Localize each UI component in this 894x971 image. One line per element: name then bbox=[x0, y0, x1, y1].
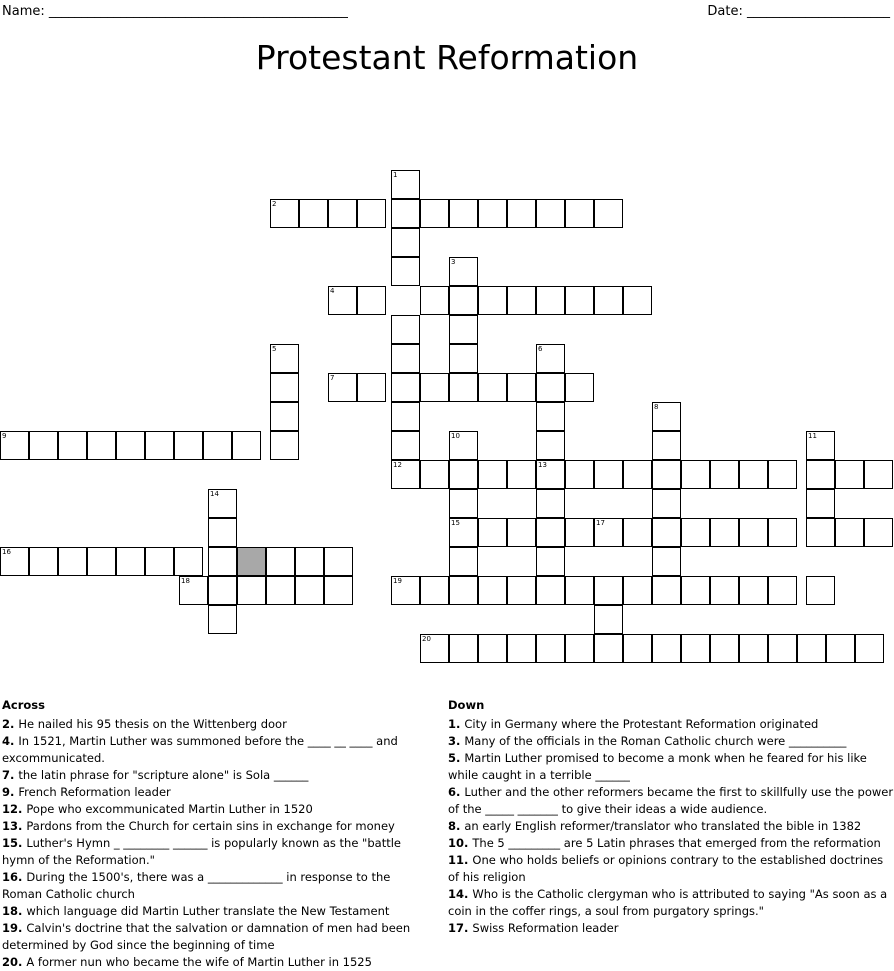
crossword-cell[interactable] bbox=[449, 518, 478, 547]
crossword-cell[interactable] bbox=[594, 605, 623, 634]
clue-item bbox=[2, 954, 434, 971]
crossword-cell[interactable] bbox=[864, 460, 893, 489]
crossword-cell[interactable] bbox=[299, 199, 328, 228]
crossword-cell[interactable] bbox=[391, 460, 420, 489]
clue-item bbox=[2, 733, 434, 767]
crossword-cell[interactable] bbox=[565, 518, 594, 547]
crossword-cell[interactable] bbox=[623, 286, 652, 315]
clue-number: 16. bbox=[2, 870, 27, 884]
cell-number: 16 bbox=[2, 548, 11, 556]
crossword-cell[interactable] bbox=[864, 518, 893, 547]
crossword-cell[interactable] bbox=[478, 576, 507, 605]
clue-number: 12. bbox=[2, 802, 27, 816]
cell-number: 11 bbox=[808, 432, 817, 440]
crossword-cell[interactable] bbox=[232, 431, 261, 460]
crossword-cell[interactable] bbox=[507, 576, 536, 605]
cell-number: 7 bbox=[330, 374, 335, 382]
crossword-cell[interactable] bbox=[507, 460, 536, 489]
crossword-cell[interactable] bbox=[391, 373, 420, 402]
crossword-cell[interactable] bbox=[710, 460, 739, 489]
clue-number: 10. bbox=[448, 836, 473, 850]
crossword-cell[interactable] bbox=[179, 576, 208, 605]
crossword-cell[interactable] bbox=[174, 431, 203, 460]
clue-text: which language did Martin Luther translate the New Testament bbox=[26, 904, 390, 918]
crossword-cell[interactable] bbox=[536, 286, 565, 315]
crossword-cell[interactable] bbox=[116, 431, 145, 460]
clue-text: Luther's Hymn _ ________ ______ is popularly known as the "battle hymn of the Reformation." bbox=[2, 836, 401, 867]
cell-number: 12 bbox=[393, 461, 402, 469]
clue-item bbox=[2, 920, 434, 954]
crossword-cell[interactable] bbox=[478, 460, 507, 489]
clue-number: 3. bbox=[448, 734, 465, 748]
crossword-cell[interactable] bbox=[208, 576, 237, 605]
crossword-cell[interactable] bbox=[507, 634, 536, 663]
clue-item bbox=[448, 750, 894, 784]
crossword-cell[interactable] bbox=[270, 199, 299, 228]
crossword-cell[interactable] bbox=[391, 431, 420, 460]
crossword-cell[interactable] bbox=[391, 344, 420, 373]
cell-number: 18 bbox=[181, 577, 190, 585]
crossword-cell[interactable] bbox=[652, 634, 681, 663]
crossword-cell[interactable] bbox=[652, 547, 681, 576]
crossword-cell[interactable] bbox=[391, 576, 420, 605]
crossword-cell[interactable] bbox=[739, 518, 768, 547]
crossword-cell[interactable] bbox=[652, 518, 681, 547]
down-heading: Down bbox=[448, 698, 485, 712]
crossword-cell[interactable] bbox=[835, 460, 864, 489]
cell-number: 8 bbox=[654, 403, 659, 411]
crossword-cell[interactable] bbox=[449, 489, 478, 518]
crossword-cell[interactable] bbox=[174, 547, 203, 576]
clue-item bbox=[2, 835, 434, 869]
clue-item bbox=[2, 784, 434, 801]
crossword-cell[interactable] bbox=[145, 547, 174, 576]
clue-number: 5. bbox=[448, 751, 465, 765]
crossword-cell[interactable] bbox=[420, 576, 449, 605]
crossword-cell[interactable] bbox=[768, 576, 797, 605]
crossword-cell[interactable] bbox=[203, 431, 232, 460]
clue-number: 18. bbox=[2, 904, 27, 918]
crossword-cell[interactable] bbox=[478, 373, 507, 402]
crossword-cell[interactable] bbox=[536, 344, 565, 373]
clue-number: 9. bbox=[2, 785, 19, 799]
clue-number: 20. bbox=[2, 955, 27, 969]
crossword-cell[interactable] bbox=[565, 373, 594, 402]
crossword-cell[interactable] bbox=[478, 199, 507, 228]
crossword-cell[interactable] bbox=[806, 489, 835, 518]
crossword-cell[interactable] bbox=[681, 634, 710, 663]
crossword-cell[interactable] bbox=[507, 373, 536, 402]
clue-item bbox=[2, 903, 434, 920]
crossword-cell[interactable] bbox=[536, 199, 565, 228]
crossword-cell[interactable] bbox=[208, 547, 237, 576]
crossword-cell[interactable] bbox=[449, 257, 478, 286]
crossword-cell[interactable] bbox=[391, 257, 420, 286]
cell-number: 13 bbox=[538, 461, 547, 469]
crossword-cell[interactable] bbox=[270, 373, 299, 402]
clue-number: 14. bbox=[448, 887, 473, 901]
crossword-cell[interactable] bbox=[0, 547, 29, 576]
crossword-cell[interactable] bbox=[594, 199, 623, 228]
crossword-cell[interactable] bbox=[652, 402, 681, 431]
crossword-cell[interactable] bbox=[739, 576, 768, 605]
clue-text: During the 1500's, there was a _____________ in response to the Roman Catholic church bbox=[2, 870, 391, 901]
crossword-cell[interactable] bbox=[29, 431, 58, 460]
crossword-cell[interactable] bbox=[710, 518, 739, 547]
crossword-cell[interactable] bbox=[855, 634, 884, 663]
clue-number: 4. bbox=[2, 734, 19, 748]
clue-item bbox=[2, 801, 434, 818]
crossword-cell[interactable] bbox=[87, 431, 116, 460]
crossword-cell[interactable] bbox=[420, 199, 449, 228]
clue-text: He nailed his 95 thesis on the Wittenberg door bbox=[18, 717, 287, 731]
crossword-cell[interactable] bbox=[594, 286, 623, 315]
clue-text: Swiss Reformation leader bbox=[472, 921, 619, 935]
crossword-cell[interactable] bbox=[768, 518, 797, 547]
crossword-cell[interactable] bbox=[357, 373, 386, 402]
crossword-cell[interactable] bbox=[449, 315, 478, 344]
crossword-cell[interactable] bbox=[652, 489, 681, 518]
crossword-cell[interactable] bbox=[266, 576, 295, 605]
clue-number: 17. bbox=[448, 921, 473, 935]
cell-number: 3 bbox=[451, 258, 456, 266]
crossword-cell[interactable] bbox=[116, 547, 145, 576]
crossword-cell[interactable] bbox=[768, 460, 797, 489]
crossword-cell[interactable] bbox=[328, 199, 357, 228]
clue-text: Pope who excommunicated Martin Luther in 1520 bbox=[26, 802, 313, 816]
crossword-cell[interactable] bbox=[270, 402, 299, 431]
crossword-cell[interactable] bbox=[58, 431, 87, 460]
down-clue-list bbox=[448, 716, 894, 937]
crossword-cell[interactable] bbox=[681, 460, 710, 489]
crossword-cell[interactable] bbox=[478, 518, 507, 547]
crossword-cell[interactable] bbox=[536, 518, 565, 547]
crossword-cell[interactable] bbox=[806, 431, 835, 460]
crossword-cell[interactable] bbox=[391, 315, 420, 344]
crossword-cell[interactable] bbox=[710, 576, 739, 605]
crossword-cell[interactable] bbox=[391, 170, 420, 199]
crossword-cell[interactable] bbox=[565, 576, 594, 605]
crossword-cell[interactable] bbox=[391, 228, 420, 257]
clue-text: Martin Luther promised to become a monk when he feared for his like while caught in a terrible ______ bbox=[448, 751, 867, 782]
crossword-cell[interactable] bbox=[652, 431, 681, 460]
clue-text: One who holds beliefs or opinions contrary to the established doctrines of his religion bbox=[448, 853, 884, 884]
crossword-cell[interactable] bbox=[0, 431, 29, 460]
crossword-cell[interactable] bbox=[208, 605, 237, 634]
clue-text: The 5 _________ are 5 Latin phrases that emerged from the reformation bbox=[472, 836, 881, 850]
crossword-cell[interactable] bbox=[391, 402, 420, 431]
clue-text: French Reformation leader bbox=[18, 785, 171, 799]
crossword-cell[interactable] bbox=[652, 460, 681, 489]
clue-text: City in Germany where the Protestant Reformation originated bbox=[464, 717, 819, 731]
crossword-cell[interactable] bbox=[357, 199, 386, 228]
clue-text: In 1521, Martin Luther was summoned before the ____ __ ____ and excommunicated. bbox=[2, 734, 398, 765]
crossword-cell[interactable] bbox=[328, 286, 357, 315]
crossword-cell[interactable] bbox=[710, 634, 739, 663]
crossword-cell[interactable] bbox=[449, 199, 478, 228]
clue-number: 11. bbox=[448, 853, 473, 867]
crossword-cell[interactable] bbox=[507, 518, 536, 547]
cell-number: 19 bbox=[393, 577, 402, 585]
crossword-cell[interactable] bbox=[623, 518, 652, 547]
down-clues-column bbox=[448, 697, 894, 937]
clue-item bbox=[448, 784, 894, 818]
crossword-cell[interactable] bbox=[594, 460, 623, 489]
clue-number: 15. bbox=[2, 836, 27, 850]
crossword-cell[interactable] bbox=[324, 547, 353, 576]
clue-text: Luther and the other reformers became the first to skillfully use the power of the _____ _______ to give their ideas a wide audience. bbox=[448, 785, 894, 816]
crossword-cell[interactable] bbox=[58, 547, 87, 576]
clue-text: an early English reformer/translator who translated the bible in 1382 bbox=[464, 819, 862, 833]
page-title: Protestant Reformation bbox=[255, 38, 639, 77]
crossword-cell[interactable] bbox=[478, 286, 507, 315]
clue-number: 19. bbox=[2, 921, 27, 935]
crossword-cell[interactable] bbox=[536, 547, 565, 576]
crossword-cell[interactable] bbox=[328, 373, 357, 402]
crossword-cell[interactable] bbox=[806, 518, 835, 547]
crossword-cell[interactable] bbox=[145, 431, 174, 460]
crossword-cell[interactable] bbox=[295, 547, 324, 576]
cell-number: 10 bbox=[451, 432, 460, 440]
crossword-cell[interactable] bbox=[536, 460, 565, 489]
crossword-cell[interactable] bbox=[270, 431, 299, 460]
cell-number: 4 bbox=[330, 287, 335, 295]
cell-number: 9 bbox=[2, 432, 7, 440]
clue-number: 13. bbox=[2, 819, 27, 833]
crossword-cell[interactable] bbox=[266, 547, 295, 576]
crossword-cell[interactable] bbox=[478, 634, 507, 663]
across-heading: Across bbox=[2, 698, 45, 712]
crossword-cell[interactable] bbox=[357, 286, 386, 315]
crossword-cell[interactable] bbox=[270, 344, 299, 373]
clue-item bbox=[448, 886, 894, 920]
crossword-cell[interactable] bbox=[208, 518, 237, 547]
cell-number: 20 bbox=[422, 635, 431, 643]
crossword-grid[interactable] bbox=[0, 170, 894, 643]
crossword-cell[interactable] bbox=[565, 286, 594, 315]
clue-text: Calvin's doctrine that the salvation or damnation of men had been determined by God since the beginning of time bbox=[2, 921, 411, 952]
crossword-cell[interactable] bbox=[449, 431, 478, 460]
crossword-cell[interactable] bbox=[324, 576, 353, 605]
crossword-cell[interactable] bbox=[237, 576, 266, 605]
crossword-cell[interactable] bbox=[806, 460, 835, 489]
crossword-cell[interactable] bbox=[681, 518, 710, 547]
across-clue-list bbox=[2, 716, 434, 971]
crossword-cell[interactable] bbox=[739, 634, 768, 663]
clue-text: A former nun who became the wife of Martin Luther in 1525 bbox=[26, 955, 372, 969]
crossword-cell[interactable] bbox=[594, 634, 623, 663]
crossword-cell[interactable] bbox=[739, 460, 768, 489]
cell-number: 2 bbox=[272, 200, 277, 208]
crossword-cell[interactable] bbox=[565, 199, 594, 228]
clue-item bbox=[448, 852, 894, 886]
crossword-cell[interactable] bbox=[507, 199, 536, 228]
crossword-cell[interactable] bbox=[449, 373, 478, 402]
name-field-label: Name: ______________________________________________ bbox=[2, 4, 348, 19]
crossword-cell[interactable] bbox=[623, 576, 652, 605]
clue-number: 2. bbox=[2, 717, 19, 731]
crossword-cell[interactable] bbox=[536, 634, 565, 663]
crossword-cell[interactable] bbox=[29, 547, 58, 576]
crossword-cell[interactable] bbox=[623, 634, 652, 663]
cell-number: 17 bbox=[596, 519, 605, 527]
clue-item bbox=[2, 716, 434, 733]
crossword-cell[interactable] bbox=[681, 576, 710, 605]
clue-item bbox=[2, 767, 434, 784]
clue-text: Who is the Catholic clergyman who is attributed to saying "As soon as a coin in the coffer rings, a soul from purgatory springs." bbox=[448, 887, 888, 918]
clue-item bbox=[448, 920, 894, 937]
clue-number: 1. bbox=[448, 717, 465, 731]
clue-item bbox=[448, 818, 894, 835]
crossword-cell[interactable] bbox=[449, 547, 478, 576]
clue-item bbox=[448, 716, 894, 733]
clue-item bbox=[2, 869, 434, 903]
cell-number: 15 bbox=[451, 519, 460, 527]
crossword-cell[interactable] bbox=[208, 489, 237, 518]
crossword-cell[interactable] bbox=[391, 199, 420, 228]
clue-number: 6. bbox=[448, 785, 465, 799]
crossword-cell[interactable] bbox=[594, 518, 623, 547]
crossword-cell[interactable] bbox=[652, 576, 681, 605]
crossword-cell[interactable] bbox=[536, 576, 565, 605]
crossword-cell[interactable] bbox=[295, 576, 324, 605]
crossword-cell[interactable] bbox=[449, 286, 478, 315]
crossword-cell[interactable] bbox=[449, 344, 478, 373]
clue-text: Pardons from the Church for certain sins in exchange for money bbox=[26, 819, 395, 833]
crossword-cell[interactable] bbox=[420, 286, 449, 315]
crossword-cell[interactable] bbox=[536, 373, 565, 402]
worksheet-header bbox=[0, 4, 894, 26]
crossword-cell[interactable] bbox=[565, 460, 594, 489]
crossword-cell[interactable] bbox=[826, 634, 855, 663]
clue-number: 7. bbox=[2, 768, 19, 782]
crossword-cell[interactable] bbox=[420, 634, 449, 663]
crossword-cell[interactable] bbox=[768, 634, 797, 663]
crossword-cell[interactable] bbox=[623, 460, 652, 489]
crossword-cell[interactable] bbox=[449, 634, 478, 663]
clue-text: Many of the officials in the Roman Catholic church were __________ bbox=[464, 734, 847, 748]
crossword-cell[interactable] bbox=[806, 576, 835, 605]
cell-number: 14 bbox=[210, 490, 219, 498]
crossword-cell[interactable] bbox=[835, 518, 864, 547]
crossword-cell[interactable] bbox=[507, 286, 536, 315]
date-field-label: Date: ______________________ bbox=[707, 4, 890, 19]
crossword-cell[interactable] bbox=[420, 373, 449, 402]
cell-number: 5 bbox=[272, 345, 277, 353]
crossword-cell[interactable] bbox=[536, 489, 565, 518]
clue-number: 8. bbox=[448, 819, 465, 833]
crossword-cell[interactable] bbox=[536, 402, 565, 431]
crossword-cell[interactable] bbox=[449, 460, 478, 489]
clue-item bbox=[448, 835, 894, 852]
clues-section bbox=[0, 697, 894, 970]
crossword-cell[interactable] bbox=[797, 634, 826, 663]
across-clues-column bbox=[2, 697, 434, 971]
crossword-cell[interactable] bbox=[237, 547, 266, 576]
clue-item bbox=[2, 818, 434, 835]
crossword-cell[interactable] bbox=[565, 634, 594, 663]
clue-item bbox=[448, 733, 894, 750]
crossword-cell[interactable] bbox=[449, 576, 478, 605]
crossword-cell[interactable] bbox=[420, 460, 449, 489]
cell-number: 1 bbox=[393, 171, 398, 179]
crossword-cell[interactable] bbox=[87, 547, 116, 576]
clue-text: the latin phrase for "scripture alone" is Sola ______ bbox=[18, 768, 309, 782]
crossword-cell[interactable] bbox=[594, 576, 623, 605]
crossword-cell[interactable] bbox=[536, 431, 565, 460]
cell-number: 6 bbox=[538, 345, 543, 353]
